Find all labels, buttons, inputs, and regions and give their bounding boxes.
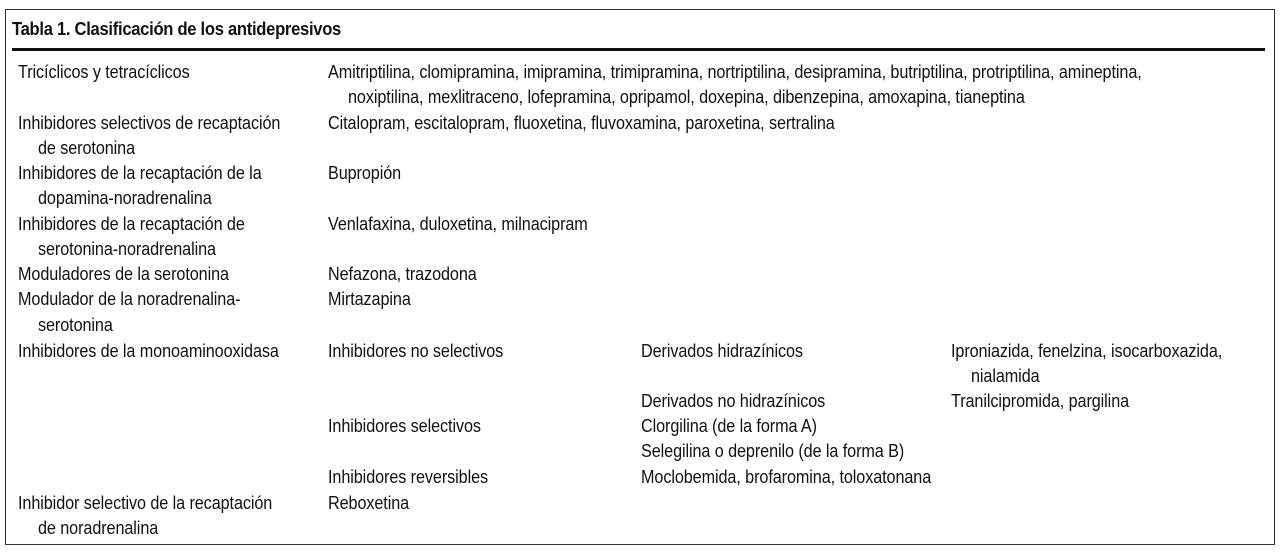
row-drugs: Bupropión [328,163,402,183]
subgroup-type: Clorgilina (de la forma A) [641,416,817,436]
subgroup-type: Derivados hidrazínicos [641,341,803,361]
row-category: Modulador de la noradrenalina- [18,289,241,309]
row-category-cont: de noradrenalina [38,518,159,538]
row-category: Moduladores de la serotonina [18,264,229,284]
row-category: Inhibidores de la recaptación de la [18,163,262,183]
caption-divider [12,48,1265,51]
row-drugs: Amitriptilina, clomipramina, imipramina, trimipramina, nortriptilina, desipramina, butriptilina, protriptilina, amineptina, [328,62,1142,82]
subgroup-drugs: Iproniazida, fenelzina, isocarboxazida, [951,341,1223,361]
row-category: Inhibidores de la recaptación de [18,214,245,234]
row-drugs-cont: noxiptilina, mexlitraceno, lofepramina, opripamol, doxepina, dibenzepina, amoxapina, tianeptina [348,87,1025,107]
subgroup-drugs: Tranilcipromida, pargilina [951,391,1130,411]
row-category-cont: de serotonina [38,138,136,158]
row-category-cont: serotonina-noradrenalina [38,239,216,259]
subgroup-type: Moclobemida, brofaromina, toloxatonana [641,467,932,487]
row-category: Inhibidores selectivos de recaptación [18,113,281,133]
row-category: Tricíclicos y tetracíclicos [18,62,190,82]
subgroup-name: Inhibidores reversibles [328,467,489,487]
subgroup-drugs-cont: nialamida [971,366,1040,386]
row-drugs: Mirtazapina [328,289,411,309]
row-drugs: Citalopram, escitalopram, fluoxetina, fluvoxamina, paroxetina, sertralina [328,113,835,133]
subgroup-name: Inhibidores no selectivos [328,341,504,361]
subgroup-type: Derivados no hidrazínicos [641,391,826,411]
row-drugs: Nefazona, trazodona [328,264,477,284]
row-category-cont: serotonina [38,315,113,335]
row-drugs: Venlafaxina, duloxetina, milnacipram [328,214,588,234]
row-category-cont: dopamina-noradrenalina [38,188,212,208]
subgroup-type: Selegilina o deprenilo (de la forma B) [641,441,905,461]
row-drugs: Reboxetina [328,493,410,513]
subgroup-name: Inhibidores selectivos [328,416,481,436]
table-caption: Tabla 1. Clasificación de los antidepresivos [12,19,341,39]
row-category: Inhibidor selectivo de la recaptación [18,493,273,513]
row-category: Inhibidores de la monoaminooxidasa [18,341,279,361]
